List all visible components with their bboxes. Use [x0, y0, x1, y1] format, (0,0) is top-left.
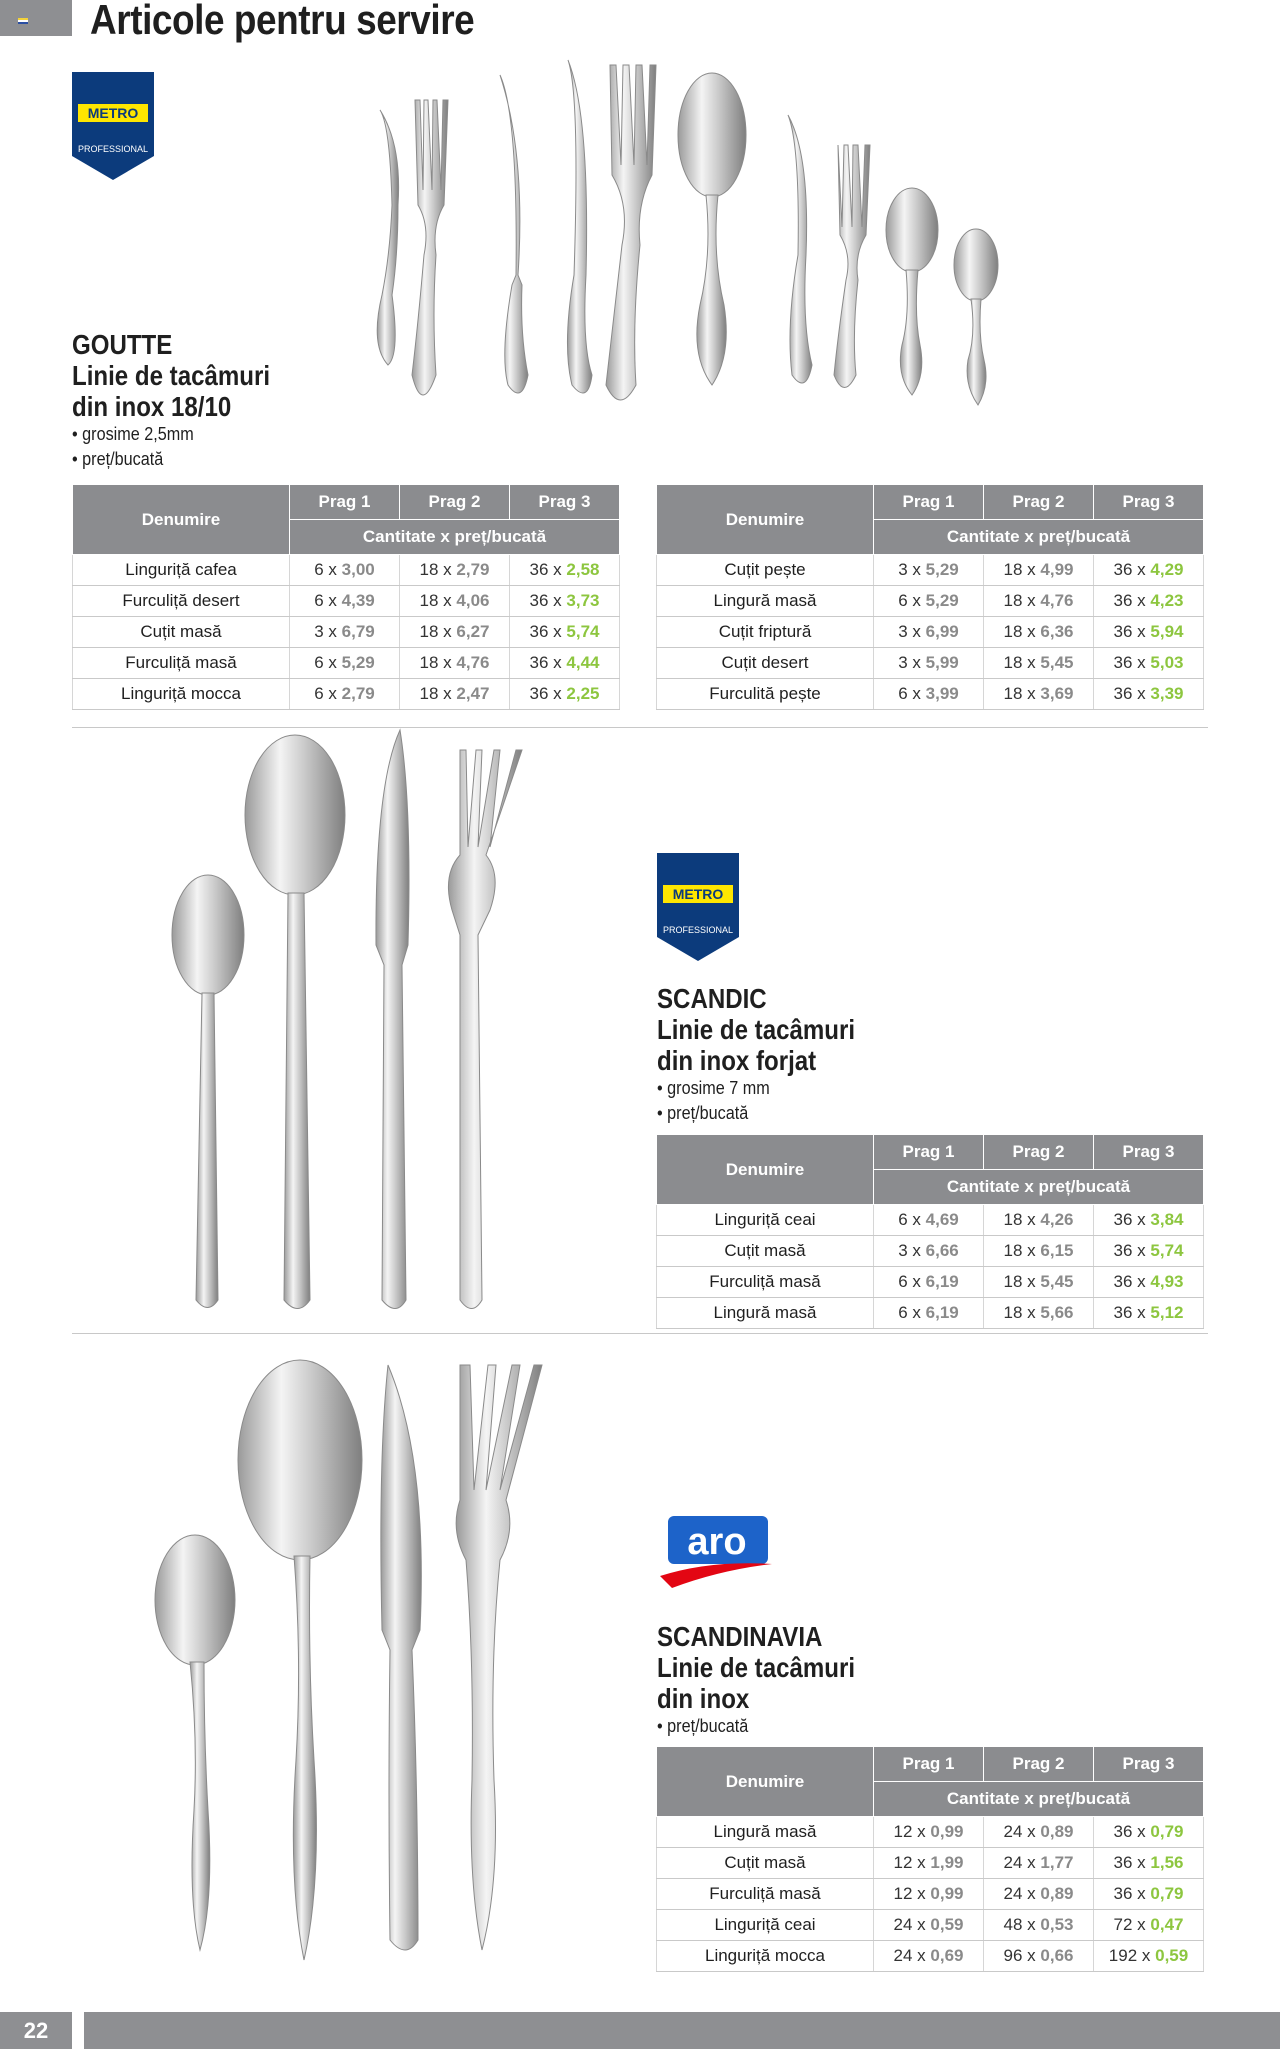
- col-header-prag3: Prag 3: [510, 485, 620, 520]
- price-prag3: [1094, 1267, 1204, 1298]
- goutte-price-table-left: [72, 484, 620, 710]
- goutte-bullet-unit: • preț/bucată: [72, 449, 164, 469]
- table-row: [657, 1879, 1204, 1910]
- scandic-bullet-unit: • preț/bucată: [657, 1103, 749, 1123]
- quantity: 18 x: [419, 622, 452, 641]
- item-name: Lingură masă: [657, 1817, 874, 1848]
- col-header-sub: Cantitate x preț/bucată: [874, 1782, 1204, 1817]
- quantity: 36 x: [1113, 1853, 1146, 1872]
- unit-price: 3,99: [925, 684, 959, 703]
- price-prag2: [984, 648, 1094, 679]
- unit-price: 3,84: [1150, 1210, 1184, 1229]
- price-prag3: [1094, 586, 1204, 617]
- unit-price: 0,53: [1040, 1915, 1074, 1934]
- item-name: Linguriță mocca: [657, 1941, 874, 1972]
- price-prag3: [510, 586, 620, 617]
- quantity: 6 x: [314, 684, 337, 703]
- metro-professional-logo: [72, 72, 154, 180]
- quantity: 6 x: [314, 560, 337, 579]
- unit-price: 4,76: [456, 653, 490, 672]
- unit-price: 2,79: [341, 684, 375, 703]
- quantity: 18 x: [419, 560, 452, 579]
- unit-price: 5,99: [925, 653, 959, 672]
- quantity: 18 x: [1003, 1272, 1036, 1291]
- metro-professional-logo: [657, 853, 739, 961]
- goutte-line1: Linie de tacâmuri: [72, 360, 271, 391]
- unit-price: 6,99: [925, 622, 959, 641]
- quantity: 18 x: [1003, 591, 1036, 610]
- unit-price: 0,47: [1150, 1915, 1184, 1934]
- aro-logo-text: aro: [687, 1521, 747, 1563]
- col-header-sub: Cantitate x preț/bucată: [874, 1170, 1204, 1205]
- col-header-prag2: Prag 2: [984, 485, 1094, 520]
- price-prag1: [874, 555, 984, 586]
- col-header-name: Denumire: [657, 1747, 874, 1817]
- unit-price: 3,39: [1150, 684, 1184, 703]
- price-prag1: [290, 648, 400, 679]
- item-name: Cuțit friptură: [657, 617, 874, 648]
- quantity: 36 x: [1113, 684, 1146, 703]
- quantity: 36 x: [529, 622, 562, 641]
- quantity: 18 x: [1003, 684, 1036, 703]
- price-prag2: [984, 1879, 1094, 1910]
- unit-price: 4,44: [566, 653, 600, 672]
- unit-price: 6,79: [341, 622, 375, 641]
- quantity: 3 x: [898, 653, 921, 672]
- quantity: 18 x: [1003, 1210, 1036, 1229]
- quantity: 3 x: [898, 560, 921, 579]
- goutte-name: GOUTTE: [72, 329, 173, 360]
- unit-price: 4,93: [1150, 1272, 1184, 1291]
- quantity: 18 x: [1003, 560, 1036, 579]
- table-row: [657, 586, 1204, 617]
- unit-price: 0,99: [930, 1822, 964, 1841]
- unit-price: 2,79: [456, 560, 490, 579]
- unit-price: 1,99: [930, 1853, 964, 1872]
- price-prag3: [1094, 1298, 1204, 1329]
- unit-price: 3,00: [341, 560, 375, 579]
- price-prag3: [1094, 1205, 1204, 1236]
- item-name: Linguriță mocca: [73, 679, 290, 710]
- table-row: [657, 1267, 1204, 1298]
- unit-price: 2,47: [456, 684, 490, 703]
- price-prag3: [1094, 648, 1204, 679]
- table-row: [657, 1817, 1204, 1848]
- table-row: [657, 648, 1204, 679]
- table-row: [73, 617, 620, 648]
- col-header-prag3: Prag 3: [1094, 485, 1204, 520]
- quantity: 36 x: [1113, 560, 1146, 579]
- unit-price: 4,29: [1150, 560, 1184, 579]
- quantity: 36 x: [529, 653, 562, 672]
- table-row: [657, 679, 1204, 710]
- table-row: [657, 1205, 1204, 1236]
- unit-price: 5,45: [1040, 1272, 1074, 1291]
- price-prag1: [874, 679, 984, 710]
- col-header-name: Denumire: [657, 1135, 874, 1205]
- unit-price: 5,29: [925, 560, 959, 579]
- scandinavia-price-table: [656, 1746, 1204, 1972]
- price-prag1: [874, 1236, 984, 1267]
- scandic-line2: din inox forjat: [657, 1045, 817, 1076]
- quantity: 6 x: [898, 684, 921, 703]
- col-header-prag1: Prag 1: [874, 1135, 984, 1170]
- price-prag1: [290, 617, 400, 648]
- quantity: 18 x: [1003, 1303, 1036, 1322]
- quantity: 6 x: [898, 591, 921, 610]
- unit-price: 0,89: [1040, 1822, 1074, 1841]
- col-header-prag1: Prag 1: [874, 1747, 984, 1782]
- quantity: 6 x: [314, 653, 337, 672]
- goutte-cutlery-image: [340, 55, 1020, 475]
- col-header-sub: Cantitate x preț/bucată: [874, 520, 1204, 555]
- price-prag2: [400, 617, 510, 648]
- table-row: [657, 1298, 1204, 1329]
- table-row: [73, 679, 620, 710]
- unit-price: 5,66: [1040, 1303, 1074, 1322]
- unit-price: 0,79: [1150, 1884, 1184, 1903]
- item-name: Lingură masă: [657, 1298, 874, 1329]
- price-prag1: [874, 1910, 984, 1941]
- quantity: 18 x: [1003, 622, 1036, 641]
- unit-price: 4,06: [456, 591, 490, 610]
- col-header-name: Denumire: [73, 485, 290, 555]
- col-header-prag3: Prag 3: [1094, 1747, 1204, 1782]
- unit-price: 5,45: [1040, 653, 1074, 672]
- col-header-prag2: Prag 2: [984, 1747, 1094, 1782]
- table-row: [73, 586, 620, 617]
- table-row: [657, 617, 1204, 648]
- item-name: Lingură masă: [657, 586, 874, 617]
- table-row: [657, 1848, 1204, 1879]
- price-prag2: [984, 1941, 1094, 1972]
- quantity: 3 x: [898, 622, 921, 641]
- unit-price: 4,76: [1040, 591, 1074, 610]
- quantity: 36 x: [1113, 1884, 1146, 1903]
- goutte-line2: din inox 18/10: [72, 391, 232, 422]
- unit-price: 0,89: [1040, 1884, 1074, 1903]
- quantity: 6 x: [898, 1303, 921, 1322]
- quantity: 36 x: [1113, 1303, 1146, 1322]
- price-prag1: [874, 617, 984, 648]
- quantity: 24 x: [893, 1946, 926, 1965]
- scandic-name: SCANDIC: [657, 983, 767, 1014]
- unit-price: 3,69: [1040, 684, 1074, 703]
- item-name: Furculită pește: [657, 679, 874, 710]
- item-name: Cuțit masă: [657, 1236, 874, 1267]
- item-name: Cuțit masă: [657, 1848, 874, 1879]
- unit-price: 0,59: [930, 1915, 964, 1934]
- price-prag3: [1094, 1910, 1204, 1941]
- unit-price: 5,74: [566, 622, 600, 641]
- unit-price: 0,79: [1150, 1822, 1184, 1841]
- quantity: 12 x: [893, 1884, 926, 1903]
- price-prag3: [510, 679, 620, 710]
- quantity: 18 x: [1003, 1241, 1036, 1260]
- price-prag3: [510, 555, 620, 586]
- price-prag2: [984, 1267, 1094, 1298]
- price-prag1: [874, 648, 984, 679]
- quantity: 24 x: [1003, 1853, 1036, 1872]
- unit-price: 6,15: [1040, 1241, 1074, 1260]
- unit-price: 4,23: [1150, 591, 1184, 610]
- col-header-sub: Cantitate x preț/bucată: [290, 520, 620, 555]
- quantity: 24 x: [1003, 1822, 1036, 1841]
- price-prag2: [984, 586, 1094, 617]
- metro-logo-sub: PROFESSIONAL: [662, 925, 734, 935]
- quantity: 12 x: [893, 1853, 926, 1872]
- unit-price: 4,99: [1040, 560, 1074, 579]
- quantity: 192 x: [1108, 1946, 1151, 1965]
- price-prag2: [400, 648, 510, 679]
- unit-price: 0,99: [930, 1884, 964, 1903]
- price-prag2: [400, 586, 510, 617]
- unit-price: 6,36: [1040, 622, 1074, 641]
- quantity: 12 x: [893, 1822, 926, 1841]
- col-header-prag1: Prag 1: [874, 485, 984, 520]
- price-prag3: [1094, 1817, 1204, 1848]
- item-name: Linguriță ceai: [657, 1205, 874, 1236]
- quantity: 36 x: [1113, 653, 1146, 672]
- price-prag3: [1094, 1848, 1204, 1879]
- scandinavia-line2: din inox: [657, 1683, 750, 1714]
- item-name: Furculiță masă: [73, 648, 290, 679]
- quantity: 24 x: [893, 1915, 926, 1934]
- unit-price: 6,27: [456, 622, 490, 641]
- unit-price: 4,39: [341, 591, 375, 610]
- unit-price: 1,77: [1040, 1853, 1074, 1872]
- price-prag1: [874, 1298, 984, 1329]
- unit-price: 0,69: [930, 1946, 964, 1965]
- quantity: 36 x: [1113, 1272, 1146, 1291]
- scandinavia-line1: Linie de tacâmuri: [657, 1652, 856, 1683]
- table-row: [657, 555, 1204, 586]
- quantity: 72 x: [1113, 1915, 1146, 1934]
- page-title: Articole pentru servire: [90, 0, 475, 43]
- item-name: Linguriță ceai: [657, 1910, 874, 1941]
- col-header-prag2: Prag 2: [984, 1135, 1094, 1170]
- price-prag1: [874, 1848, 984, 1879]
- unit-price: 1,56: [1150, 1853, 1184, 1872]
- quantity: 6 x: [898, 1210, 921, 1229]
- unit-price: 6,66: [925, 1241, 959, 1260]
- quantity: 24 x: [1003, 1884, 1036, 1903]
- item-name: Cuțit masă: [73, 617, 290, 648]
- price-prag2: [984, 1298, 1094, 1329]
- scandic-bullet-thickness: • grosime 7 mm: [657, 1078, 770, 1098]
- price-prag3: [1094, 555, 1204, 586]
- goutte-price-table-right: [656, 484, 1204, 710]
- scandic-cutlery-image: [160, 725, 540, 1315]
- quantity: 18 x: [1003, 653, 1036, 672]
- table-row: [657, 1236, 1204, 1267]
- quantity: 36 x: [529, 560, 562, 579]
- unit-price: 0,66: [1040, 1946, 1074, 1965]
- goutte-bullet-thickness: • grosime 2,5mm: [72, 424, 194, 444]
- metro-logo-text: METRO: [672, 886, 724, 902]
- price-prag1: [874, 586, 984, 617]
- section-divider: [72, 1333, 1208, 1334]
- unit-price: 2,25: [566, 684, 600, 703]
- scandinavia-name: SCANDINAVIA: [657, 1621, 823, 1652]
- header-tab: [0, 0, 72, 36]
- scandic-line1: Linie de tacâmuri: [657, 1014, 856, 1045]
- price-prag2: [984, 555, 1094, 586]
- scandinavia-bullet-unit: • preț/bucată: [657, 1716, 749, 1736]
- table-row: [73, 555, 620, 586]
- quantity: 18 x: [419, 653, 452, 672]
- quantity: 36 x: [529, 591, 562, 610]
- price-prag2: [984, 1205, 1094, 1236]
- quantity: 6 x: [898, 1272, 921, 1291]
- price-prag1: [874, 1941, 984, 1972]
- flag-icon: [18, 18, 28, 25]
- unit-price: 5,74: [1150, 1241, 1184, 1260]
- aro-logo: [660, 1514, 775, 1590]
- col-header-prag3: Prag 3: [1094, 1135, 1204, 1170]
- table-row: [657, 1910, 1204, 1941]
- price-prag2: [400, 679, 510, 710]
- price-prag3: [510, 648, 620, 679]
- price-prag3: [1094, 1879, 1204, 1910]
- price-prag2: [984, 1236, 1094, 1267]
- unit-price: 6,19: [925, 1303, 959, 1322]
- quantity: 18 x: [419, 591, 452, 610]
- metro-logo-sub: PROFESSIONAL: [77, 144, 149, 154]
- quantity: 36 x: [1113, 622, 1146, 641]
- price-prag1: [874, 1267, 984, 1298]
- item-name: Furculiță masă: [657, 1879, 874, 1910]
- col-header-prag1: Prag 1: [290, 485, 400, 520]
- quantity: 18 x: [419, 684, 452, 703]
- scandic-price-table: [656, 1134, 1204, 1329]
- price-prag3: [1094, 1941, 1204, 1972]
- price-prag2: [984, 617, 1094, 648]
- price-prag1: [874, 1879, 984, 1910]
- unit-price: 5,29: [925, 591, 959, 610]
- footer-bar: [84, 2012, 1280, 2049]
- col-header-name: Denumire: [657, 485, 874, 555]
- quantity: 36 x: [1113, 1822, 1146, 1841]
- quantity: 36 x: [1113, 1210, 1146, 1229]
- quantity: 6 x: [314, 591, 337, 610]
- unit-price: 5,94: [1150, 622, 1184, 641]
- unit-price: 5,03: [1150, 653, 1184, 672]
- metro-logo-text: METRO: [87, 105, 139, 121]
- quantity: 36 x: [1113, 1241, 1146, 1260]
- item-name: Furculiță masă: [657, 1267, 874, 1298]
- quantity: 36 x: [1113, 591, 1146, 610]
- price-prag1: [290, 679, 400, 710]
- price-prag3: [1094, 1236, 1204, 1267]
- price-prag1: [290, 586, 400, 617]
- unit-price: 2,58: [566, 560, 600, 579]
- price-prag2: [984, 679, 1094, 710]
- quantity: 36 x: [529, 684, 562, 703]
- page-number: 22: [0, 2012, 72, 2049]
- unit-price: 0,59: [1155, 1946, 1189, 1965]
- unit-price: 3,73: [566, 591, 600, 610]
- quantity: 96 x: [1003, 1946, 1036, 1965]
- price-prag3: [1094, 617, 1204, 648]
- price-prag2: [984, 1910, 1094, 1941]
- price-prag2: [984, 1848, 1094, 1879]
- quantity: 3 x: [314, 622, 337, 641]
- item-name: Cuțit pește: [657, 555, 874, 586]
- item-name: Linguriță cafea: [73, 555, 290, 586]
- unit-price: 5,29: [341, 653, 375, 672]
- item-name: Cuțit desert: [657, 648, 874, 679]
- price-prag1: [290, 555, 400, 586]
- price-prag1: [874, 1817, 984, 1848]
- unit-price: 5,12: [1150, 1303, 1184, 1322]
- table-row: [657, 1941, 1204, 1972]
- item-name: Furculiță desert: [73, 586, 290, 617]
- unit-price: 4,69: [925, 1210, 959, 1229]
- unit-price: 6,19: [925, 1272, 959, 1291]
- price-prag2: [400, 555, 510, 586]
- quantity: 3 x: [898, 1241, 921, 1260]
- scandinavia-cutlery-image: [150, 1360, 550, 1960]
- col-header-prag2: Prag 2: [400, 485, 510, 520]
- table-row: [73, 648, 620, 679]
- unit-price: 4,26: [1040, 1210, 1074, 1229]
- quantity: 48 x: [1003, 1915, 1036, 1934]
- price-prag1: [874, 1205, 984, 1236]
- price-prag3: [510, 617, 620, 648]
- price-prag3: [1094, 679, 1204, 710]
- price-prag2: [984, 1817, 1094, 1848]
